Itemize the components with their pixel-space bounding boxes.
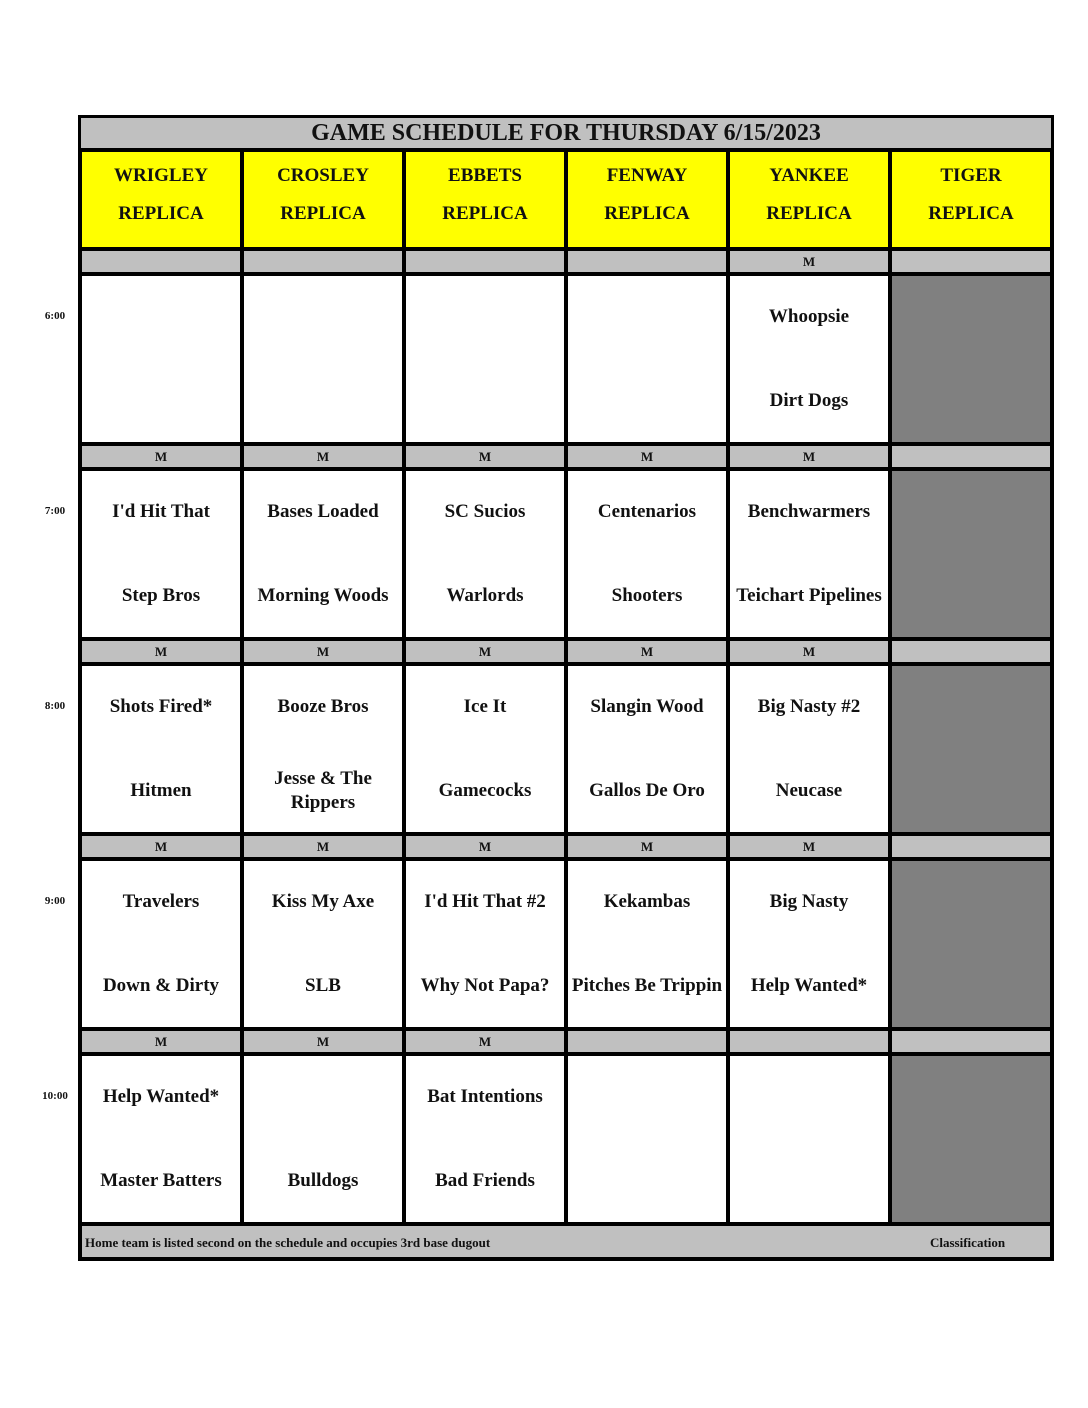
division-strip bbox=[80, 249, 242, 274]
away-team: Bat Intentions bbox=[427, 1086, 543, 1107]
game-cell[interactable] bbox=[242, 664, 404, 834]
division-mark: M bbox=[640, 838, 654, 854]
game-cell[interactable] bbox=[566, 1054, 728, 1224]
away-team: Travelers bbox=[122, 891, 200, 912]
time-text: 10:00 bbox=[42, 1090, 68, 1102]
home-team: Bulldogs bbox=[287, 1170, 359, 1191]
home-team: Master Batters bbox=[100, 1170, 222, 1191]
division-strip bbox=[890, 249, 1052, 274]
game-cell[interactable] bbox=[404, 664, 566, 834]
away-team bbox=[244, 1082, 402, 1112]
division-mark: M bbox=[478, 838, 492, 854]
away-team bbox=[568, 302, 726, 332]
game-cell[interactable] bbox=[566, 274, 728, 444]
time-label-600 bbox=[30, 310, 80, 324]
field-subtitle: REPLICA bbox=[604, 203, 690, 224]
home-team bbox=[244, 376, 402, 426]
division-mark: M bbox=[478, 643, 492, 659]
closed-field-cell bbox=[890, 664, 1052, 834]
home-team: Dirt Dogs bbox=[769, 390, 849, 411]
home-team: SLB bbox=[305, 975, 341, 996]
division-mark: M bbox=[802, 838, 816, 854]
game-cell[interactable] bbox=[404, 274, 566, 444]
home-team: Shooters bbox=[611, 585, 683, 606]
division-strip bbox=[404, 249, 566, 274]
division-strip bbox=[80, 444, 242, 469]
time-text: 6:00 bbox=[44, 310, 66, 322]
time-label-800 bbox=[30, 700, 80, 714]
division-strip bbox=[80, 834, 242, 859]
division-mark: M bbox=[478, 448, 492, 464]
field-name: FENWAY bbox=[606, 165, 688, 186]
time-label-700 bbox=[30, 505, 80, 519]
game-cell[interactable] bbox=[728, 1054, 890, 1224]
division-mark: M bbox=[316, 448, 330, 464]
away-team bbox=[244, 302, 402, 332]
field-header-wrigley bbox=[80, 150, 242, 249]
home-team bbox=[730, 1156, 888, 1206]
game-cell[interactable] bbox=[242, 469, 404, 639]
division-strip bbox=[404, 1029, 566, 1054]
division-strip bbox=[242, 444, 404, 469]
home-team bbox=[82, 376, 240, 426]
game-cell[interactable] bbox=[242, 859, 404, 1029]
time-text: 7:00 bbox=[44, 505, 66, 517]
away-team: Big Nasty #2 bbox=[757, 696, 861, 717]
away-team: Kiss My Axe bbox=[271, 891, 375, 912]
field-subtitle: REPLICA bbox=[118, 203, 204, 224]
field-header-ebbets bbox=[404, 150, 566, 249]
home-team bbox=[406, 376, 564, 426]
game-cell[interactable] bbox=[242, 274, 404, 444]
division-mark: M bbox=[640, 448, 654, 464]
home-team: Gamecocks bbox=[438, 780, 532, 801]
division-strip bbox=[80, 1029, 242, 1054]
game-cell[interactable] bbox=[728, 664, 890, 834]
closed-field-cell bbox=[890, 1054, 1052, 1224]
division-mark: M bbox=[316, 643, 330, 659]
field-subtitle: REPLICA bbox=[442, 203, 528, 224]
game-cell[interactable] bbox=[566, 469, 728, 639]
away-team bbox=[82, 302, 240, 332]
home-team: Morning Woods bbox=[257, 585, 389, 606]
closed-field-cell bbox=[890, 859, 1052, 1029]
away-team: Whoopsie bbox=[768, 306, 850, 327]
field-subtitle: REPLICA bbox=[766, 203, 852, 224]
division-strip bbox=[890, 639, 1052, 664]
division-strip bbox=[728, 1029, 890, 1054]
home-team bbox=[568, 1156, 726, 1206]
time-text: 9:00 bbox=[44, 895, 66, 907]
game-cell[interactable] bbox=[80, 469, 242, 639]
division-strip bbox=[890, 1029, 1052, 1054]
division-mark: M bbox=[154, 448, 168, 464]
home-team: Gallos De Oro bbox=[589, 780, 705, 801]
division-mark: M bbox=[640, 643, 654, 659]
division-strip bbox=[566, 1029, 728, 1054]
division-mark: M bbox=[154, 838, 168, 854]
game-cell[interactable] bbox=[242, 1054, 404, 1224]
game-cell[interactable] bbox=[404, 1054, 566, 1224]
division-strip bbox=[728, 249, 890, 274]
game-cell[interactable] bbox=[566, 859, 728, 1029]
field-header-yankee bbox=[728, 150, 890, 249]
division-strip bbox=[404, 639, 566, 664]
away-team: Ice It bbox=[463, 696, 507, 717]
footer-bar bbox=[80, 1224, 1052, 1259]
division-mark: M bbox=[802, 253, 816, 269]
away-team: I'd Hit That #2 bbox=[424, 891, 546, 912]
division-mark: M bbox=[316, 838, 330, 854]
home-team: Warlords bbox=[446, 585, 524, 606]
away-team: Shots Fired* bbox=[109, 696, 213, 717]
field-name: EBBETS bbox=[448, 165, 522, 186]
division-strip bbox=[728, 639, 890, 664]
field-name: YANKEE bbox=[769, 165, 849, 186]
game-cell[interactable] bbox=[80, 859, 242, 1029]
away-team: I'd Hit That bbox=[112, 501, 210, 522]
away-team: Booze Bros bbox=[277, 696, 369, 717]
division-mark: M bbox=[316, 1033, 330, 1049]
home-team bbox=[568, 376, 726, 426]
division-strip bbox=[728, 834, 890, 859]
away-team: Bases Loaded bbox=[267, 501, 379, 522]
away-team: SC Sucios bbox=[444, 501, 526, 522]
game-cell[interactable] bbox=[404, 469, 566, 639]
game-cell[interactable] bbox=[80, 664, 242, 834]
division-strip bbox=[242, 1029, 404, 1054]
division-mark: M bbox=[802, 448, 816, 464]
field-header-tiger bbox=[890, 150, 1052, 249]
game-cell[interactable] bbox=[728, 274, 890, 444]
division-mark: M bbox=[802, 643, 816, 659]
division-strip bbox=[890, 834, 1052, 859]
division-strip bbox=[728, 444, 890, 469]
away-team bbox=[406, 302, 564, 332]
away-team: Help Wanted* bbox=[102, 1086, 220, 1107]
away-team: Centenarios bbox=[597, 501, 697, 522]
home-team: Step Bros bbox=[121, 585, 201, 606]
field-subtitle: REPLICA bbox=[280, 203, 366, 224]
game-cell[interactable] bbox=[404, 859, 566, 1029]
time-label-900 bbox=[30, 895, 80, 909]
division-strip bbox=[566, 444, 728, 469]
page-title bbox=[78, 115, 1054, 151]
footer-note: Home team is listed second on the schedule and occupies 3rd base dugout bbox=[85, 1235, 491, 1250]
time-label-1000 bbox=[30, 1090, 80, 1104]
closed-field-cell bbox=[890, 274, 1052, 444]
division-mark: M bbox=[154, 1033, 168, 1049]
home-team: Teichart Pipelines bbox=[736, 585, 882, 606]
field-subtitle: REPLICA bbox=[928, 203, 1014, 224]
home-team: Down & Dirty bbox=[102, 975, 220, 996]
away-team bbox=[568, 1082, 726, 1112]
division-mark: M bbox=[478, 1033, 492, 1049]
away-team: Kekambas bbox=[603, 891, 691, 912]
home-team: Hitmen bbox=[130, 780, 192, 801]
division-strip bbox=[242, 249, 404, 274]
division-strip bbox=[404, 834, 566, 859]
game-cell[interactable] bbox=[728, 469, 890, 639]
home-team: Neucase bbox=[775, 780, 843, 801]
time-text: 8:00 bbox=[44, 700, 66, 712]
home-team: Jesse & The Rippers bbox=[274, 768, 372, 813]
game-cell[interactable] bbox=[566, 664, 728, 834]
away-team: Slangin Wood bbox=[590, 696, 704, 717]
away-team bbox=[730, 1082, 888, 1112]
field-header-fenway bbox=[566, 150, 728, 249]
home-team: Why Not Papa? bbox=[420, 975, 550, 996]
away-team: Benchwarmers bbox=[747, 501, 871, 522]
field-name: CROSLEY bbox=[277, 165, 369, 186]
closed-field-cell bbox=[890, 469, 1052, 639]
division-strip bbox=[566, 249, 728, 274]
division-strip bbox=[566, 639, 728, 664]
division-strip bbox=[404, 444, 566, 469]
division-strip bbox=[890, 444, 1052, 469]
division-mark: M bbox=[154, 643, 168, 659]
division-strip bbox=[80, 639, 242, 664]
home-team: Help Wanted* bbox=[750, 975, 868, 996]
field-name: TIGER bbox=[940, 165, 1002, 186]
home-team: Bad Friends bbox=[435, 1170, 535, 1191]
division-strip bbox=[566, 834, 728, 859]
title-text: GAME SCHEDULE FOR THURSDAY 6/15/2023 bbox=[311, 119, 821, 146]
field-name: WRIGLEY bbox=[114, 165, 208, 186]
classification-label: Classification bbox=[930, 1235, 1006, 1250]
field-header-crosley bbox=[242, 150, 404, 249]
home-team: Pitches Be Trippin bbox=[571, 975, 723, 996]
division-strip bbox=[242, 639, 404, 664]
away-team: Big Nasty bbox=[769, 891, 849, 912]
division-strip bbox=[242, 834, 404, 859]
game-cell[interactable] bbox=[80, 274, 242, 444]
game-cell[interactable] bbox=[728, 859, 890, 1029]
game-cell[interactable] bbox=[80, 1054, 242, 1224]
